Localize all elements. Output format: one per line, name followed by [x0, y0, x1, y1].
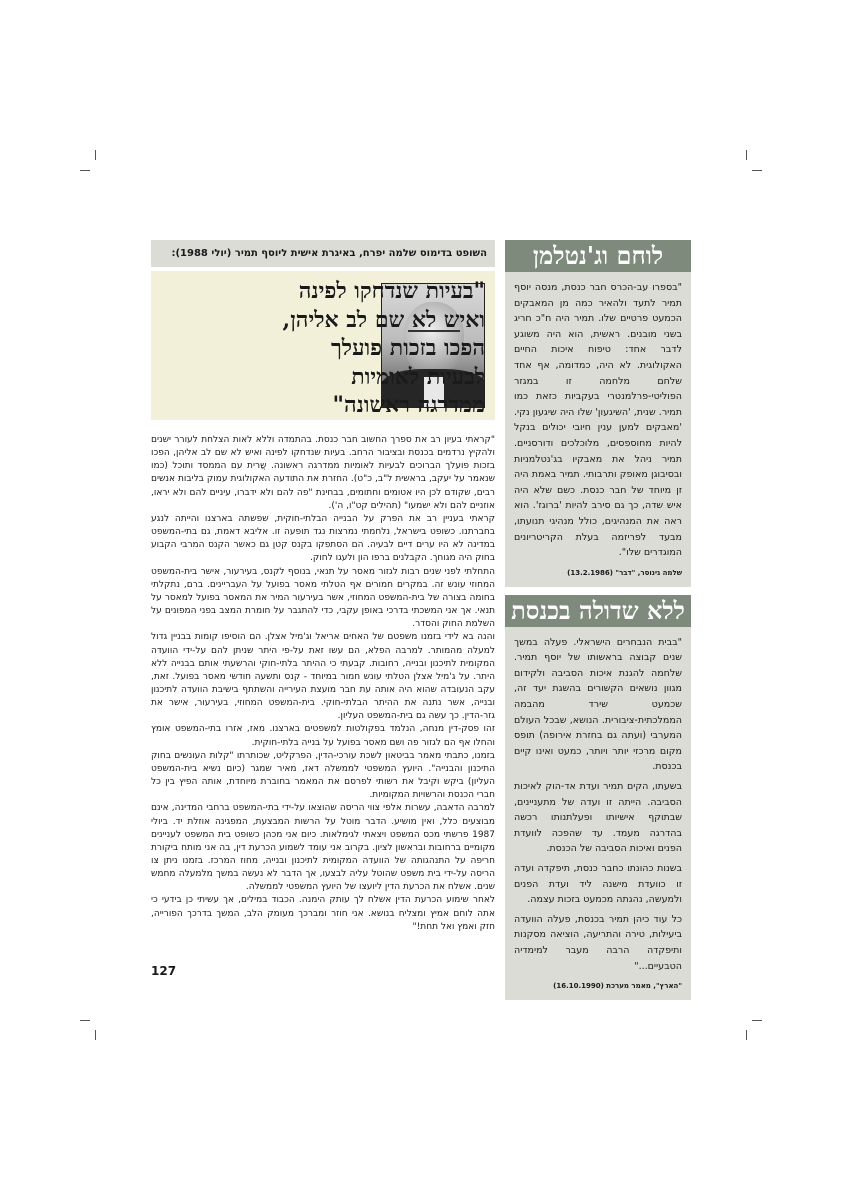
crop-mark [752, 170, 762, 171]
sidebar-quote-1: "בספרו עב-הכרס חבר כנסת, מנסה יוסף תמיר לתעד ולהאיר כמה מן המאבקים הכמעט פרטיים שלו. תמיר היה ח"כ חריג בשני מובנים. ראשית, הוא היה משוגע לדבר אחד: טיפוח איכות החיים האקולוגית. לא היה, כמדומה, אף אחד שלחם מלחמה זו במגזר הפוליטי-פרלמנטרי בעקביות כזאת כמו תמיר. שנית, 'השיגעון' שלו היה שיגעון נקי. 'מאבקים למען ענין חיובי יכולים בנקל להיות מחוספסים, מלוכלכים ודורסניים. תמיר ניהל את מאבקיו בג'נטלמניות ובסיבוגן מאופק ותרבותי. תמיר באמת היה זן מיוחד של חבר כנסת. כשם שלא היה איש שדה, כך גם סירב להיות 'ברוגז'. הוא ראה את המנהיגים, כולל מנהיגי תנועתו, מבעד לפריזמה בעלת הקריטריונים המוגדרים שלו". [514, 282, 682, 559]
article-paragraph: זהו פסק-דין מנחה, הנלמד בפקולטות למשפטים בארצנו. מאז, אזרו בתי-המשפט אומץ והחלו אף הם לגזור פה ושם מאסר בפועל על בנייה בלתי-חוקית. [151, 724, 495, 748]
article [151, 240, 495, 934]
sidebar-box-2 [505, 627, 691, 1000]
crop-mark [752, 1020, 762, 1021]
crop-mark [746, 150, 747, 160]
crop-mark [746, 1030, 747, 1040]
article-paragraph: התחלתי לפני שנים רבות לגזור מאסר על תנאי, בנוסף לקנס, בעירעור, אישר בית-המשפט המחוזי עונש זה. במקרים חמורים אף הטלתי מאסר בפועל על העבריינים. ברם, נתקלתי בחומה בצורה של בית-המשפט המחוזי, אשר בעירעור המיר את המאסר בפועל למאסר על תנאי. אך אני המשכתי בדרכי באופן עקבי, כדי להתגבר על חומרת המצב בפני המפונים על השלמת החוק והסדר. [151, 566, 495, 630]
pull-quote-headline: "בעיות שנדחקו לפינה ואיש לא שם לב אליהן, הפכו בזכות פועלך לבעיות לאומיות ממדרגה ראשונה" [282, 278, 485, 418]
sidebar-heading-1: לוחם וג'נטלמן [505, 240, 691, 272]
article-paragraph: קראתי בעניין רב את הפרק על הבנייה הבלתי-חוקית, שפשתה בארצנו והייתה לנגע בחברתנו. כשופט בישראל, נלחמתי נמרצות נגד תופעה זו. אליבא דאמת, גם בתי-המשפט במדינה לא היו ערים דיים לבעיה. הם הסתפקו בקנס קטן גם כאשר הקנס המרבי הקבוע בחוק היה מגוחך. הקבלנים ברפו הון ולעגו לחוק. [151, 513, 495, 564]
sidebar-box-1 [505, 272, 691, 587]
crop-mark [95, 1030, 96, 1040]
sidebar-paragraph: בשנות כהונתו כחבר כנסת, תיפקדה ועדה זו כוועדת מישנה ליד ועדת הפנים ולמעשה, נהגתה מכמעט בזכות עצמה. [514, 863, 682, 906]
sidebar-paragraph: כל עוד כיהן תמיר בכנסת, פעלה הוועדה ביעילות, טירה והתריעה, הוציאה מסקנות ותיפקדה הרבה מעבר למימדיה הטבעיים..." [514, 913, 682, 972]
crop-mark [80, 1020, 90, 1021]
article-paragraph: והנה בא לידי בזמנו משפטם של האחים אריאל וג'מיל אצלן. הם הוסיפו קומות בבניין גדול למעלה מהמותר. למרבה הפלא, הם עשו זאת על-פי היתר שניתן להם על-ידי הוועדה המקומית לתיכנון ובנייה, רחובות. קבעתי כי ההיתר בלתי-חוקי והרשעתי אותם בבנייה ללא היתר. על ג'מיל אצלן הטלתי עונש חמור במיוחד - קנס ותשעה חודשי מאסר בפועל. זאת, עקב הנעובדה שהוא היה אותה עת חבר מועצת העירייה והשתתף בישיבת הוועדה לתיכנון ובנייה, אשר נתנה את ההיתר הבלתי-חוקי. בית-המשפט המחוזי, בעירעור, אישר את גזר-הדין. כך עשה גם בית-המשפט העליון. [151, 632, 495, 722]
sidebar-heading-2: ללא שדולה בכנסת [505, 595, 691, 627]
article-paragraph: בזמנו, כתבתי מאמר בביטאון לשכת עורכי-הדין, הפרקליט, שכותרתו "קלות העונשים בחוק התיכנון והבנייה". היועץ המשפטי לממשלה דאז, מאיר שמגר (כיום נשיא בית-המשפט העליון) ביקש וקיבל את רשותי לפרסם את המאמר בחוברת מיוחדת, אותה הפיץ בין כל חברי הכנסת והרשויות המקומיות. [151, 750, 495, 801]
page-number: 127 [151, 964, 177, 978]
feature-block [151, 271, 495, 420]
article-intro: השופט בדימוס שלמה יפרח, באיגרת אישית ליוסף תמיר (יולי 1988): [151, 240, 495, 267]
sidebar-paragraph: בשעתו, הקים תמיר ועדת אד-הוק לאיכות הסביבה. הייתה זו ועדה של מתעניינים, שבתוקף אישיותו ופעלתנותו רכשה בהדרגה מעמד. עד שהפכה לוועדת הפנים ואיכות הסביבה של הכנסת. [514, 781, 682, 855]
crop-mark [95, 150, 96, 160]
article-body [151, 434, 495, 934]
sidebar-paragraph: "בבית הנבחרים הישראלי. פעלה במשך שנים קבוצה בראשותו של יוסף תמיר. שלחמה להגנת איכות הסביבה ולקידום מגוון נושאים הקשורים בהשגת יעד זה, שכמעט שירד מהבמה הממלכתית-ציבורית. הנושא, שבכל העולם המערבי (ועתה גם בחזרת אירופה) תופס מקום מרכזי יותר ויותר, כמעט ואינו קיים בכנסת. [514, 636, 682, 773]
sidebar [505, 240, 691, 1000]
article-paragraph: למרבה הדאבה, עשרות אלפי צווי הריסה שהוצאו על-ידי בתי-המשפט ברחבי המדינה, אינם מבוצעים כלל, ואין מושיע. הדבר מוטל על הרשות המבצעת, המפגינה אוזלת יד. ביולי 1987 פרשתי מכס המשפט ויצאתי לגימלאות. כיום אני מכהן כשופט בית המשפט לעניינים מקומיים ברחובות ובראשון לציון. בקרוב אני עומד לשמוע הכרעת דין, בה אני מותח ביקורת חריפה על התנהגותה של הוועדה המקומית לתיכנון ובנייה, מחוז המרכז. בזמנו ניתן צו הריסה על-ידי בית משפט שהוטל עליה לבצעו, אך הדבר לא נעשה במשך מלמעלה מחמש שנים. אשלח את הכרעת הדין ליועצו של היועץ המשפטי לממשלה. [151, 803, 495, 893]
article-paragraph: "קראתי בעיון רב את ספרך החשוב חבר כנסת. בהתמדה וללא לאות הצלחת לעורר ישנים ולהקיץ נרדמים בכנסת ובציבור הרחב. בעיות שנדחקו לפינה ואיש לא שם לב אליהן, הפכו בזכות פועלך הברוכים לבעיות לאומיות ממדרגה ראשונה. שֲרית עם הממסד ותוכל (כמו שנאמר על יעקב, בראשית ל"ב, כ"ט). החזרת את התודעה האקולוגית עמוק בליבות אנשים רבים, שקודם לכן היו אטומים וחתומים, בבחינת "פה להם ולא ידברו, עיניים להם ולא יראו, אוזניים להם ולא ישמעו" (תהילים קט"ו, ה'). [151, 435, 495, 511]
sidebar-source-1: שלמה גינוסר, "דבר" (13.2.1986) [567, 568, 682, 577]
article-paragraph: לאחר שימוע הכרעת הדין אשלח לך עותק הימנה. הכבוד במילים, אך עשיתי כן בידעי כי אתה לוחם אמיץ ומצליח בנושא. אני חוזר ומברכך מעומק הלב, המשך בדרכך הפורייה, חזק ואמץ ואל תחת!" [151, 895, 495, 932]
sidebar-source-2: "הארץ", מאמר מערכת (16.10.1990) [553, 982, 682, 991]
crop-mark [80, 170, 90, 171]
